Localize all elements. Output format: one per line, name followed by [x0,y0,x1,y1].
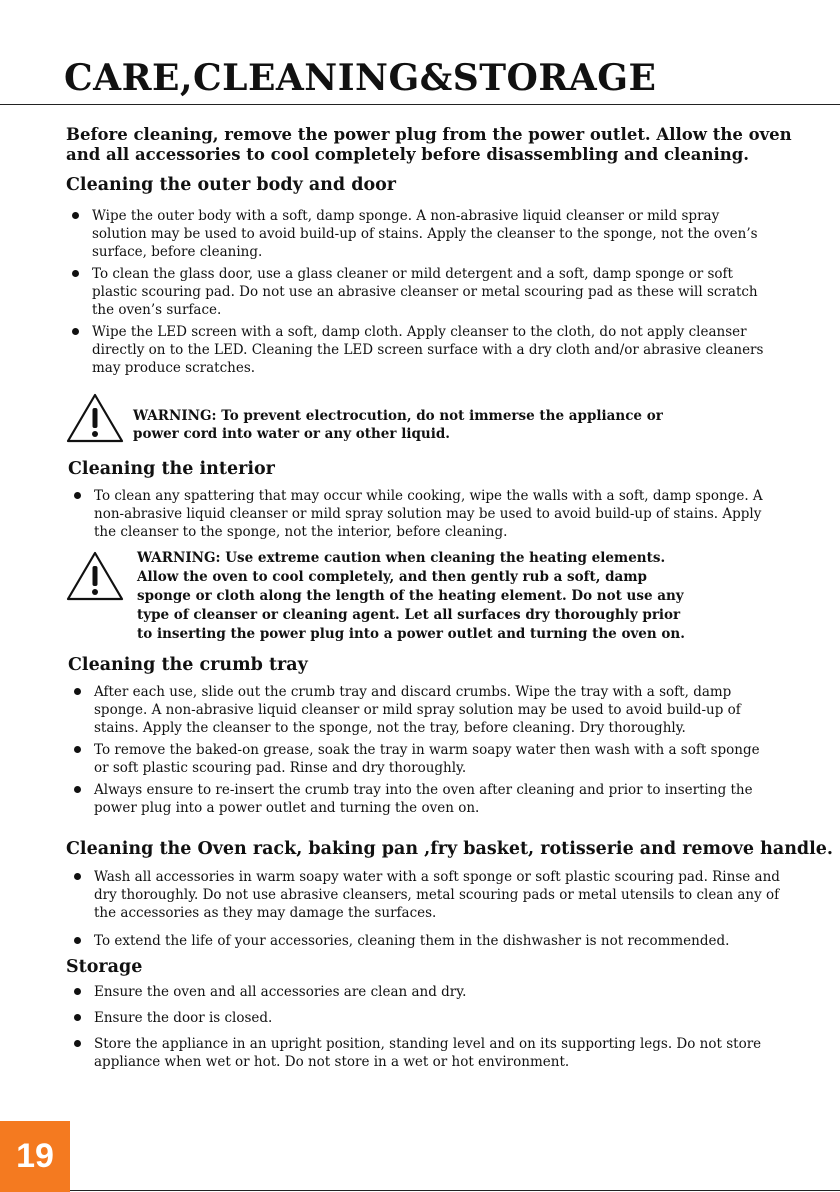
list-item: To remove the baked-on grease, soak the tray in warm soapy water then wash with a soft sponge or soft plastic scouring pad. Rinse and dry thoroughly. [80,741,770,777]
page-title: CARE,CLEANING&STORAGE [64,57,657,99]
section-heading-storage: Storage [66,957,143,977]
page-number-badge [0,1121,70,1192]
list-item: To extend the life of your accessories, cleaning them in the dishwasher is not recommended. [80,932,780,950]
warning-triangle-icon [66,393,124,443]
warning-line: WARNING: To prevent electrocution, do not immerse the appliance or [133,408,663,424]
accessories-list [80,868,780,954]
list-item: Always ensure to re-insert the crumb tray into the oven after cleaning and prior to inserting the power plug into a power outlet and turning the oven on. [80,781,770,817]
bullet-icon [72,328,79,335]
section-heading-accessories: Cleaning the Oven rack, baking pan ,fry basket, rotisserie and remove handle. [66,839,834,859]
bullet-icon [74,1040,81,1047]
outer-body-list [78,207,778,381]
warning-triangle-icon [66,551,124,601]
title-divider [0,104,840,105]
section-heading-interior: Cleaning the interior [68,459,275,479]
section-heading-crumb-tray: Cleaning the crumb tray [68,655,308,675]
bullet-icon [74,492,81,499]
bullet-icon [74,937,81,944]
bullet-icon [74,873,81,880]
intro-notice: Before cleaning, remove the power plug from the power outlet. Allow the oven and all accessories to cool completely before disassembling and cleaning. [66,125,792,164]
storage-list [80,983,770,1075]
bullet-icon [72,212,79,219]
warning-line: power cord into water or any other liquid. [133,426,450,442]
warning-line: to inserting the power plug into a power outlet and turning the oven on. [137,626,685,642]
warning-line: sponge or cloth along the length of the heating element. Do not use any [137,588,684,604]
bullet-icon [74,988,81,995]
warning-line: Allow the oven to cool completely, and then gently rub a soft, damp [137,569,648,585]
list-item: Ensure the oven and all accessories are clean and dry. [80,983,770,1001]
warning-line: WARNING: Use extreme caution when cleaning the heating elements. [137,550,666,566]
list-item: After each use, slide out the crumb tray and discard crumbs. Wipe the tray with a soft, damp sponge. A non-abrasive liquid cleanser or mild spray solution may be used to avoid build-up of stains. Apply the cleanser to the sponge, not the tray, before cleaning. Dry thoroughly. [80,683,770,737]
list-item: Wipe the LED screen with a soft, damp cloth. Apply cleanser to the cloth, do not apply cleanser directly on to the LED. Cleaning the LED screen surface with a dry cloth and/or abrasive cleaners may produce scratches. [78,323,778,377]
bullet-icon [72,270,79,277]
list-item: Wash all accessories in warm soapy water with a soft sponge or soft plastic scouring pad. Rinse and dry thoroughly. Do not use abrasive cleansers, metal scouring pads or metal utensils to clean any of the accessories as they may damage the surfaces. [80,868,780,922]
page-number: 19 [16,1137,54,1175]
list-item: To clean the glass door, use a glass cleaner or mild detergent and a soft, damp sponge or soft plastic scouring pad. Do not use an abrasive cleanser or metal scouring pad as these will scratch the oven’s surface. [78,265,778,319]
warning-line: type of cleanser or cleaning agent. Let all surfaces dry thoroughly prior [137,607,681,623]
footer-divider [70,1190,840,1191]
section-heading-outer-body: Cleaning the outer body and door [66,175,397,195]
bullet-icon [74,786,81,793]
bullet-icon [74,688,81,695]
bullet-icon [74,746,81,753]
list-item: Wipe the outer body with a soft, damp sponge. A non-abrasive liquid cleanser or mild spray solution may be used to avoid build-up of stains. Apply the cleanser to the sponge, not the oven’s surface, before cleaning. [78,207,778,261]
list-item: Store the appliance in an upright position, standing level and on its supporting legs. Do not store appliance when wet or hot. Do not store in a wet or hot environment. [80,1035,770,1071]
list-item: To clean any spattering that may occur while cooking, wipe the walls with a soft, damp sponge. A non-abrasive liquid cleanser or mild spray solution may be used to avoid build-up of stains. Apply the cleanser to the sponge, not the interior, before cleaning. [80,487,780,541]
bullet-icon [74,1014,81,1021]
crumb-tray-list [80,683,770,821]
list-item: Ensure the door is closed. [80,1009,770,1027]
interior-list [80,487,780,545]
